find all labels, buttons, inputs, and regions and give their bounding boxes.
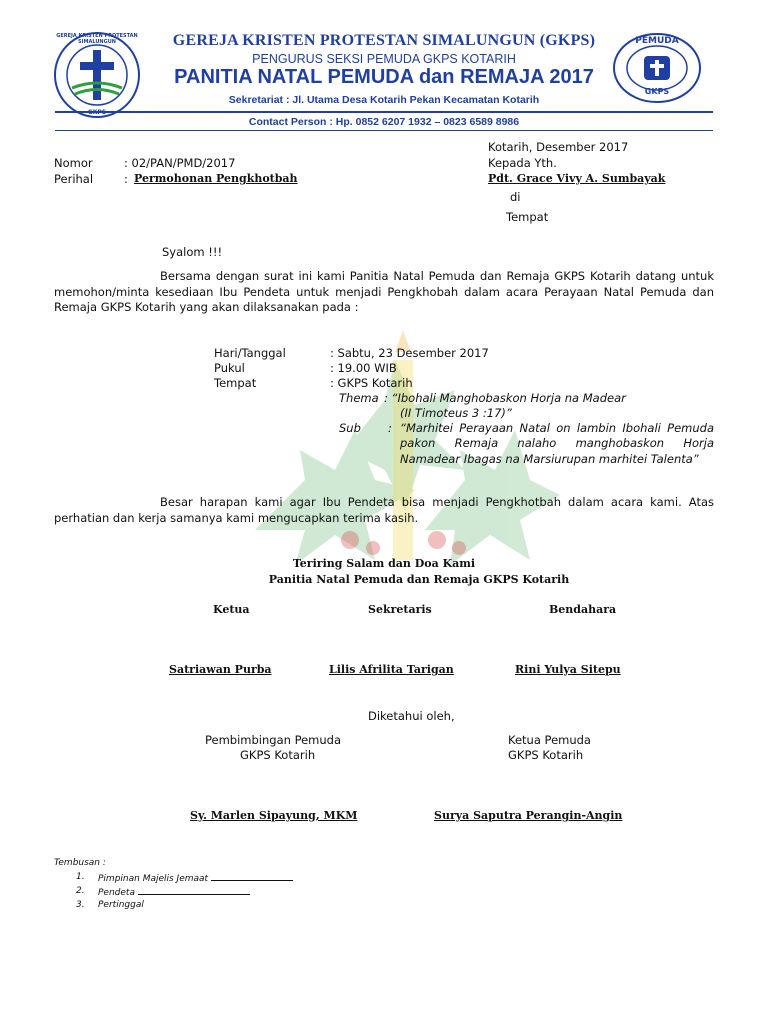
logo-right-bottom-text: GKPS <box>644 87 670 96</box>
thema-value: : “Ibohali Manghobaskon Horja na Madear <box>384 391 626 405</box>
sekretaris-name: Lilis Afrilita Tarigan <box>329 663 454 676</box>
pukul-value: : 19.00 WIB <box>330 361 397 375</box>
ketua-pemuda-org: GKPS Kotarih <box>508 748 584 762</box>
hari-label: Hari/Tanggal <box>214 346 286 360</box>
contact-person: Contact Person : Hp. 0852 6207 1932 – 0823 6589 8986 <box>248 116 520 128</box>
sekretaris-title: Sekretaris <box>368 603 432 616</box>
tembusan-text-2: Pendeta <box>98 888 135 898</box>
bendahara-name: Rini Yulya Sitepu <box>515 663 621 676</box>
tembusan-item-2 <box>98 886 250 898</box>
tembusan-item-3: Pertinggal <box>98 900 144 910</box>
tembusan-num-1: 1. <box>76 872 85 882</box>
thema-label: Thema <box>339 391 379 405</box>
sub-label: Sub <box>339 421 361 435</box>
committee-name: PENGURUS SEKSI PEMUDA GKPS KOTARIH <box>252 52 516 66</box>
closing-greeting: Teriring Salam dan Doa Kami <box>292 557 476 570</box>
blank-line <box>138 886 250 895</box>
nomor-value: : 02/PAN/PMD/2017 <box>124 156 236 170</box>
thema-reference: (II Timoteus 3 :17)” <box>400 406 512 420</box>
di-label: di <box>510 190 521 204</box>
logo-ring-text: GEREJA KRISTEN PROTESTAN SIMALUNGUN <box>56 33 138 45</box>
tembusan-text-1: Pimpinan Majelis Jemaat <box>98 874 209 884</box>
ketua-pemuda-name: Surya Saputra Perangin-Angin <box>434 809 623 822</box>
tembusan-label: Tembusan : <box>54 858 106 868</box>
tembusan-num-3: 3. <box>76 900 85 910</box>
tembusan-num-2: 2. <box>76 886 85 896</box>
perihal-label: Perihal <box>54 172 94 186</box>
tempat-detail-value: : GKPS Kotarih <box>330 376 413 390</box>
church-name: GEREJA KRISTEN PROTESTAN SIMALUNGUN (GKPS) <box>172 32 596 49</box>
header-divider-bottom <box>55 130 713 131</box>
header-divider <box>55 111 713 113</box>
blank-line <box>211 872 293 881</box>
pembimbing-name: Sy. Marlen Sipayung, MKM <box>190 809 358 822</box>
ketua-pemuda-title: Ketua Pemuda <box>508 733 591 747</box>
event-title: PANITIA NATAL PEMUDA dan REMAJA 2017 <box>174 66 594 88</box>
diketahui-label: Diketahui oleh, <box>368 709 455 723</box>
perihal-value: Permohonan Pengkhotbah <box>134 172 298 185</box>
secretariat-address: Sekretariat : Jl. Utama Desa Kotarih Pekan Kecamatan Kotarih <box>228 94 540 106</box>
closing-committee: Panitia Natal Pemuda dan Remaja GKPS Kotarih <box>268 573 570 586</box>
sub-value: “Marhitei Perayaan Natal on lambin Ibohali Pemuda pakon Remaja nalaho manghobaskon Horja Namadear Ibagas na Marsiurupan marhitei Talenta” <box>400 421 714 466</box>
paragraph-intro: Bersama dengan surat ini kami Panitia Natal Pemuda dan Remaja GKPS Kotarih datang untuk memohon/minta kesediaan Ibu Pendeta untuk menjadi Pengkhobah dalam acara Perayaan Natal Pemuda dan Remaja GKPS Kotarih yang akan dilaksanakan pada : <box>54 269 714 315</box>
hari-value: : Sabtu, 23 Desember 2017 <box>330 346 489 360</box>
tempat-detail-label: Tempat <box>214 376 257 390</box>
tembusan-item-1 <box>98 872 293 884</box>
kepada-label: Kepada Yth. <box>488 156 557 170</box>
pukul-label: Pukul <box>214 361 245 375</box>
tempat-label: Tempat <box>506 210 549 224</box>
paragraph-closing: Besar harapan kami agar Ibu Pendeta bisa menjadi Pengkhotbah dalam acara kami. Atas perhatian dan kerja samanya kami mengucapkan terima kasih. <box>54 495 714 525</box>
place-date: Kotarih, Desember 2017 <box>488 140 629 154</box>
pembimbing-title: Pembimbingan Pemuda <box>205 733 342 747</box>
ketua-title: Ketua <box>213 603 250 616</box>
pembimbing-org: GKPS Kotarih <box>240 748 316 762</box>
logo-right-top-text: PEMUDA <box>635 36 679 46</box>
ketua-name: Satriawan Purba <box>169 663 272 676</box>
perihal-colon: : <box>124 172 128 186</box>
greeting: Syalom !!! <box>162 245 223 259</box>
sub-colon: : <box>388 421 392 435</box>
bendahara-title: Bendahara <box>549 603 617 616</box>
nomor-label: Nomor <box>54 156 93 170</box>
recipient-name: Pdt. Grace Vivy A. Sumbayak <box>488 172 666 185</box>
